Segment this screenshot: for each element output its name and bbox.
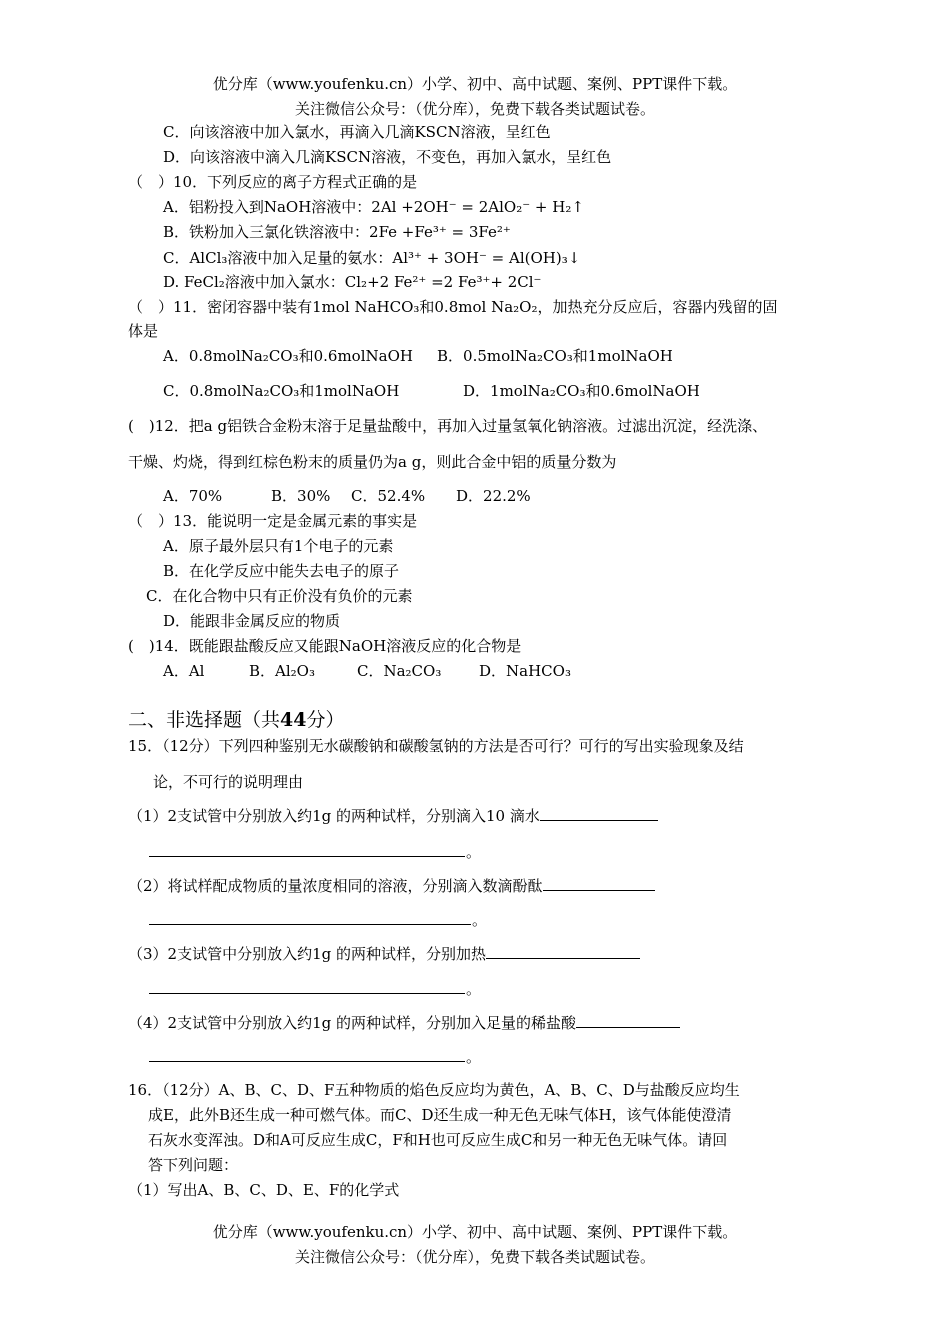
q14-option-c: C．Na₂CO₃: [357, 662, 442, 680]
q15-part-4-blank: [576, 1013, 680, 1028]
q15-part-1-blank: [540, 806, 658, 821]
section-2-title-prefix: 二、非选择题（共: [128, 709, 281, 731]
section-2-title: [128, 708, 344, 732]
q15-part-1: [128, 806, 658, 826]
q14-stem: ( )14．既能跟盐酸反应又能跟NaOH溶液反应的化合物是: [128, 637, 522, 655]
section-2-score: 44: [280, 709, 307, 731]
q15-part-1-text: （1）2支试管中分别放入约1g 的两种试样，分别滴入10 滴水: [128, 807, 540, 825]
footer-line-2: 关注微信公众号：（优分库），免费下载各类试题试卷。: [294, 1248, 655, 1266]
q13-option-c: C．在化合物中只有正价没有负价的元素: [146, 587, 413, 605]
q9-option-d: D．向该溶液中滴入几滴KSCN溶液，不变色，再加入氯水，呈红色: [163, 148, 612, 166]
q11-option-a: A．0.8molNa₂CO₃和0.6molNaOH: [163, 347, 413, 365]
q11-stem: （ ）11．密闭容器中装有1mol NaHCO₃和0.8mol Na₂O₂，加热充分反应后，容器内残留的固: [128, 298, 778, 316]
header-line-1: 优分库（www.youfenku.cn）小学、初中、高中试题、案例、PPT课件下载。: [212, 75, 738, 93]
q15-part-2: [128, 876, 655, 896]
q15-part-1-answer-line: [149, 855, 465, 857]
q12-stem: ( )12．把a g铝铁合金粉末溶于足量盐酸中，再加入过量氢氧化钠溶液。过滤出沉淀，经洗涤、: [128, 417, 768, 435]
q15-stem-cont: 论，不可行的说明理由: [153, 773, 304, 791]
q16-stem-line-1: 16．（12分）A、B、C、D、F五种物质的焰色反应均为黄色，A、B、C、D与盐酸反应均生: [128, 1081, 740, 1099]
q15-stem: 15．（12分）下列四种鉴别无水碳酸钠和碳酸氢钠的方法是否可行？可行的写出实验现象及结: [128, 737, 744, 755]
q11-option-b: B．0.5molNa₂CO₃和1molNaOH: [437, 347, 673, 365]
q15-part-3-blank: [486, 944, 640, 959]
footer-line-1: 优分库（www.youfenku.cn）小学、初中、高中试题、案例、PPT课件下载。: [212, 1223, 738, 1241]
q10-option-c: C．AlCl₃溶液中加入足量的氨水：Al³⁺ + 3OH⁻ = Al(OH)₃↓: [163, 249, 581, 267]
q14-option-a: A．Al: [163, 662, 205, 680]
q12-stem-cont: 干燥、灼烧，得到红棕色粉末的质量仍为a g，则此合金中铝的质量分数为: [128, 453, 617, 471]
q15-part-3-answer-line: [149, 992, 465, 994]
q16-stem-line-4: 答下列问题：: [148, 1156, 239, 1174]
q13-option-b: B．在化学反应中能失去电子的原子: [163, 562, 400, 580]
q15-part-4-end: 。: [466, 1048, 482, 1066]
q15-part-4: [128, 1013, 680, 1033]
q13-option-d: D．能跟非金属反应的物质: [163, 612, 341, 630]
q15-part-2-text: （2）将试样配成物质的量浓度相同的溶液，分别滴入数滴酚酞: [128, 877, 543, 895]
q10-option-b: B．铁粉加入三氯化铁溶液中：2Fe +Fe³⁺ = 3Fe²⁺: [163, 223, 511, 241]
q13-option-a: A．原子最外层只有1个电子的元素: [163, 537, 394, 555]
q9-option-c: C．向该溶液中加入氯水，再滴入几滴KSCN溶液，呈红色: [163, 123, 551, 141]
q12-option-d: D．22.2%: [456, 487, 531, 505]
q12-option-a: A．70%: [163, 487, 223, 505]
q16-stem-line-2: 成E，此外B还生成一种可燃气体。而C、D还生成一种无色无味气体H，该气体能使澄清: [148, 1106, 732, 1124]
q10-option-d: D. FeCl₂溶液中加入氯水：Cl₂+2 Fe²⁺ =2 Fe³⁺+ 2Cl⁻: [163, 273, 542, 291]
header-line-2: 关注微信公众号：（优分库），免费下载各类试题试卷。: [294, 100, 655, 118]
q10-stem: （ ）10．下列反应的离子方程式正确的是: [128, 173, 418, 191]
q12-option-c: C．52.4%: [351, 487, 426, 505]
q12-option-b: B．30%: [271, 487, 331, 505]
q14-option-b: B．Al₂O₃: [249, 662, 315, 680]
q15-part-2-blank: [543, 876, 655, 891]
q15-part-4-text: （4）2支试管中分别放入约1g 的两种试样，分别加入足量的稀盐酸: [128, 1014, 577, 1032]
q15-part-2-end: 。: [472, 911, 488, 929]
q11-option-d: D．1molNa₂CO₃和0.6molNaOH: [463, 382, 700, 400]
q14-option-d: D．NaHCO₃: [479, 662, 571, 680]
q15-part-3-text: （3）2支试管中分别放入约1g 的两种试样，分别加热: [128, 945, 487, 963]
q15-part-3-end: 。: [466, 980, 482, 998]
q15-part-1-end: 。: [466, 843, 482, 861]
q13-stem: （ ）13．能说明一定是金属元素的事实是: [128, 512, 418, 530]
q11-stem-cont: 体是: [128, 322, 159, 340]
q16-part-1: （1）写出A、B、C、D、E、F的化学式: [128, 1181, 400, 1199]
q16-stem-line-3: 石灰水变浑浊。D和A可反应生成C，F和H也可反应生成C和另一种无色无味气体。请回: [148, 1131, 728, 1149]
q15-part-4-answer-line: [149, 1060, 465, 1062]
q15-part-3: [128, 944, 640, 964]
q15-part-2-answer-line: [149, 923, 471, 925]
q11-option-c: C．0.8molNa₂CO₃和1molNaOH: [163, 382, 400, 400]
q10-option-a: A．铝粉投入到NaOH溶液中：2Al +2OH⁻ = 2AlO₂⁻ + H₂↑: [163, 198, 584, 216]
section-2-title-suffix: 分）: [306, 709, 345, 731]
